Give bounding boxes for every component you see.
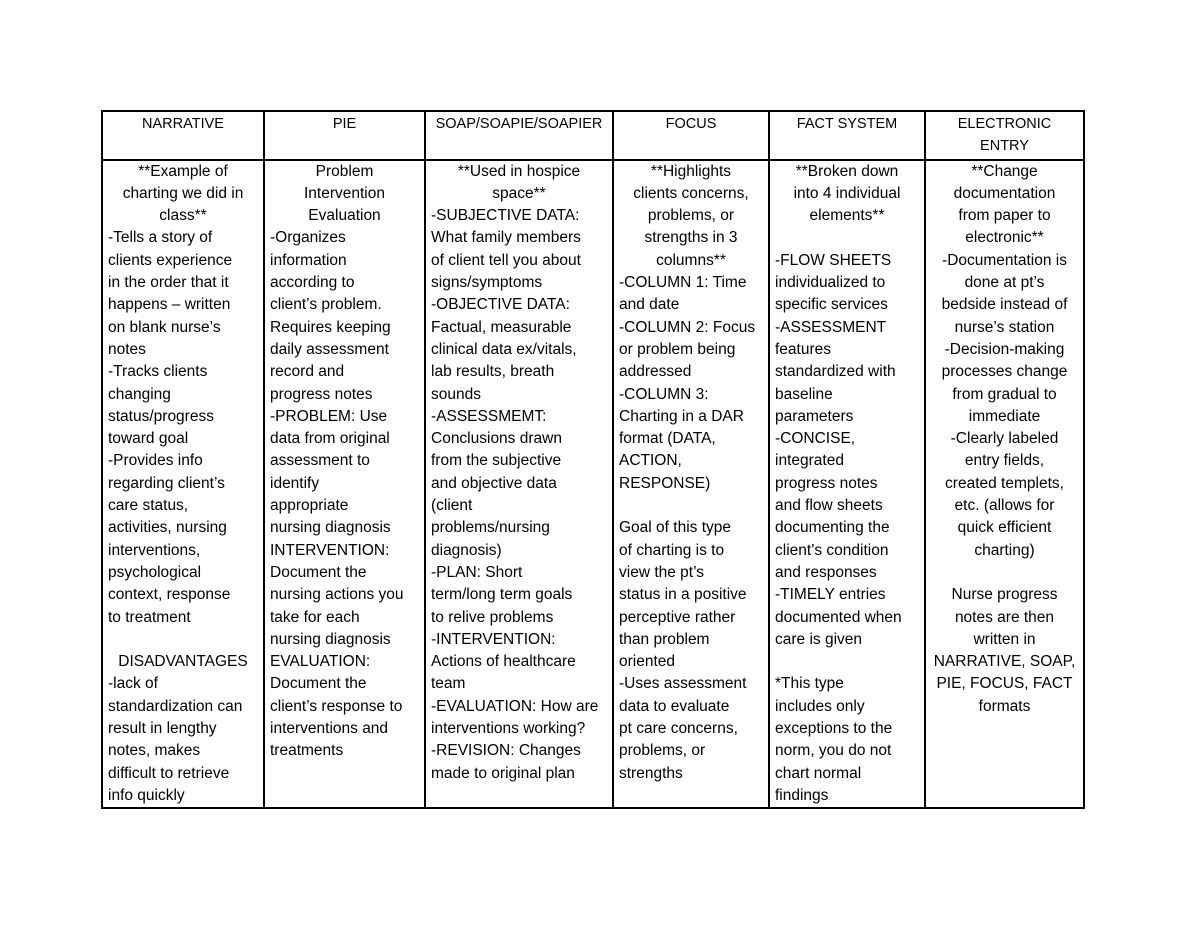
cell-line: information — [270, 251, 347, 269]
cell-line: Factual, measurable — [431, 318, 572, 336]
cell-line: appropriate — [270, 497, 349, 515]
header-line: NARRATIVE — [142, 116, 224, 132]
cell-line: -Clearly labeled — [950, 430, 1059, 448]
cell-line: -SUBJECTIVE DATA: — [431, 207, 580, 225]
header-line: ENTRY — [980, 138, 1029, 155]
cell-fact-system — [769, 160, 925, 809]
cell-line: electronic** — [965, 229, 1044, 247]
cell-line: -COLUMN 1: Time — [619, 274, 747, 292]
cell-electronic-entry — [925, 160, 1084, 809]
cell-line: from the subjective — [431, 452, 562, 470]
cell-line: -REVISION: Changes — [431, 742, 581, 760]
cell-line: clients concerns, — [633, 184, 749, 202]
cell-line: clients experience — [108, 251, 233, 269]
cell-line: activities, nursing — [108, 519, 227, 537]
cell-line: Document the — [270, 675, 367, 693]
cell-line: Document the — [270, 563, 367, 581]
header-narrative — [102, 111, 264, 160]
cell-line: charting we did in — [122, 184, 244, 202]
cell-line: -ASSESSMEMT: — [431, 407, 547, 425]
cell-line: **Change — [971, 162, 1038, 180]
cell-line: documented when — [775, 608, 902, 626]
cell-line: Intervention — [304, 184, 385, 202]
cell-line: in the order that it — [108, 274, 229, 292]
cell-line: into 4 individual — [793, 184, 901, 202]
cell-line: features — [775, 340, 832, 358]
cell-line: PIE, FOCUS, FACT — [936, 675, 1073, 693]
cell-line: -Organizes — [270, 229, 346, 247]
cell-line: notes, makes — [108, 742, 201, 760]
cell-line: *This type — [775, 675, 844, 693]
cell-line: -COLUMN 2: Focus — [619, 318, 756, 336]
cell-line: client’s response to — [270, 697, 403, 715]
cell-line: sounds — [431, 385, 481, 403]
cell-line: Evaluation — [308, 207, 381, 225]
cell-line: -Documentation is — [942, 251, 1067, 269]
cell-line: -ASSESSMENT — [775, 318, 887, 336]
cell-line: of charting is to — [619, 541, 725, 559]
cell-line: care is given — [775, 630, 863, 648]
cell-line: psychological — [108, 563, 202, 581]
cell-line: documentation — [953, 184, 1056, 202]
cell-line: Nurse progress — [951, 586, 1058, 604]
cell-line: oriented — [619, 653, 676, 671]
cell-line: lab results, breath — [431, 363, 555, 381]
cell-line: -EVALUATION: How are — [431, 697, 599, 715]
cell-line: problems/nursing — [431, 519, 550, 537]
cell-line: daily assessment — [270, 340, 389, 358]
cell-line: immediate — [968, 407, 1041, 425]
cell-line: written in — [973, 630, 1036, 648]
cell-line: DISADVANTAGES — [118, 653, 248, 671]
charting-methods-table — [101, 110, 1085, 809]
cell-line: -INTERVENTION: — [431, 630, 556, 648]
cell-line: documenting the — [775, 519, 890, 537]
cell-line: of client tell you about — [431, 251, 581, 269]
cell-line: to treatment — [108, 608, 191, 626]
cell-line: status in a positive — [619, 586, 747, 604]
cell-narrative — [102, 160, 264, 809]
cell-line: -Uses assessment — [619, 675, 747, 693]
cell-line: processes change — [941, 363, 1068, 381]
cell-line: format (DATA, — [619, 430, 716, 448]
cell-line: interventions and — [270, 720, 389, 738]
cell-line: on blank nurse’s — [108, 318, 221, 336]
cell-line: standardization can — [108, 697, 243, 715]
header-line: PIE — [332, 116, 357, 132]
cell-line: -CONCISE, — [775, 430, 856, 448]
cell-line: **Example of — [138, 162, 228, 180]
cell-line: notes are then — [954, 608, 1055, 626]
cell-line: What family members — [431, 229, 581, 247]
cell-line: nursing diagnosis — [270, 630, 391, 648]
cell-line: chart normal — [775, 764, 862, 782]
cell-line: formats — [978, 697, 1031, 715]
cell-line: norm, you do not — [775, 742, 892, 760]
cell-line: problems, or — [619, 742, 706, 760]
cell-line: entry fields, — [964, 452, 1045, 470]
cell-line: parameters — [775, 407, 854, 425]
cell-line: perceptive rather — [619, 608, 736, 626]
cell-line: treatments — [270, 742, 344, 760]
cell-line: term/long term goals — [431, 586, 573, 604]
cell-line: -OBJECTIVE DATA: — [431, 296, 570, 314]
cell-focus — [613, 160, 769, 809]
cell-line: pt care concerns, — [619, 720, 738, 738]
cell-line: context, response — [108, 586, 231, 604]
cell-line: happens – written — [108, 296, 231, 314]
cell-line — [775, 651, 919, 673]
cell-line: charting) — [974, 541, 1035, 559]
header-fact-system — [769, 111, 925, 160]
cell-line: care status, — [108, 497, 189, 515]
cell-line: notes — [108, 340, 146, 358]
cell-line: client’s condition — [775, 541, 889, 559]
cell-line: progress notes — [775, 474, 878, 492]
cell-line: done at pt’s — [964, 274, 1045, 292]
cell-line: diagnosis) — [431, 541, 502, 559]
cell-line: -TIMELY entries — [775, 586, 886, 604]
cell-line: -FLOW SHEETS — [775, 251, 892, 269]
cell-line: or problem being — [619, 340, 736, 358]
cell-line: problems, or — [647, 207, 735, 225]
cell-soap — [425, 160, 613, 809]
cell-line: status/progress — [108, 407, 214, 425]
cell-line: clinical data ex/vitals, — [431, 340, 577, 358]
cell-pie — [264, 160, 425, 809]
cell-line: exceptions to the — [775, 720, 893, 738]
cell-line: quick efficient — [957, 519, 1052, 537]
cell-line: -Tracks clients — [108, 363, 208, 381]
cell-line: -COLUMN 3: — [619, 385, 709, 403]
cell-line: created templets, — [945, 474, 1064, 492]
cell-line: baseline — [775, 385, 833, 403]
cell-line: interventions working? — [431, 720, 586, 738]
cell-line: toward goal — [108, 430, 189, 448]
cell-line: team — [431, 675, 466, 693]
cell-line: from gradual to — [952, 385, 1057, 403]
cell-line: and date — [619, 296, 680, 314]
cell-line: view the pt’s — [619, 563, 705, 581]
cell-line: **Broken down — [795, 162, 899, 180]
cell-line: space** — [492, 184, 546, 202]
cell-line — [775, 227, 919, 249]
cell-line: and objective data — [431, 474, 557, 492]
cell-line: signs/symptoms — [431, 274, 543, 292]
cell-line: addressed — [619, 363, 692, 381]
cell-line: -Provides info — [108, 452, 203, 470]
cell-line: etc. (allows for — [954, 497, 1055, 515]
header-pie — [264, 111, 425, 160]
header-electronic-entry — [925, 111, 1084, 160]
cell-line: info quickly — [108, 786, 185, 804]
cell-line: findings — [775, 786, 829, 804]
cell-line: assessment to — [270, 452, 370, 470]
cell-line: according to — [270, 274, 355, 292]
cell-line: class** — [159, 207, 207, 225]
cell-line: -PLAN: Short — [431, 563, 523, 581]
cell-line: regarding client’s — [108, 474, 225, 492]
cell-line: than problem — [619, 630, 710, 648]
cell-line: difficult to retrieve — [108, 764, 230, 782]
cell-line: NARRATIVE, SOAP, — [933, 653, 1076, 671]
cell-line: includes only — [775, 697, 865, 715]
header-focus — [613, 111, 769, 160]
cell-line: client’s problem. — [270, 296, 382, 314]
cell-line: nursing actions you — [270, 586, 404, 604]
cell-line: strengths in 3 — [644, 229, 738, 247]
header-soap — [425, 111, 613, 160]
cell-line — [108, 629, 258, 651]
cell-line: Conclusions drawn — [431, 430, 562, 448]
cell-line: take for each — [270, 608, 360, 626]
cell-line: nursing diagnosis — [270, 519, 391, 537]
cell-line: -PROBLEM: Use — [270, 407, 388, 425]
cell-line: Problem — [315, 162, 374, 180]
cell-line: columns** — [656, 251, 726, 269]
cell-line: identify — [270, 474, 320, 492]
header-line: ELECTRONIC — [957, 116, 1052, 132]
cell-line: and flow sheets — [775, 497, 883, 515]
cell-line: Goal of this type — [619, 519, 732, 537]
content-row — [102, 160, 1084, 809]
cell-line: -lack of — [108, 675, 158, 693]
cell-line: bedside instead of — [941, 296, 1068, 314]
cell-line: and responses — [775, 563, 877, 581]
cell-line: ACTION, — [619, 452, 682, 470]
cell-line: Charting in a DAR — [619, 407, 744, 425]
cell-line: interventions, — [108, 541, 201, 559]
cell-line: to relive problems — [431, 608, 554, 626]
cell-line: data to evaluate — [619, 697, 730, 715]
cell-line: progress notes — [270, 385, 373, 403]
cell-line: individualized to — [775, 274, 886, 292]
cell-line: result in lengthy — [108, 720, 217, 738]
cell-line: from paper to — [958, 207, 1051, 225]
cell-line: (client — [431, 497, 473, 515]
cell-line: standardized with — [775, 363, 896, 381]
cell-line: **Highlights — [650, 162, 732, 180]
cell-line: -Decision-making — [944, 340, 1065, 358]
cell-line: integrated — [775, 452, 844, 470]
cell-line: **Used in hospice — [457, 162, 581, 180]
cell-line: Requires keeping — [270, 318, 391, 336]
cell-line: strengths — [619, 764, 683, 782]
cell-line: Actions of healthcare — [431, 653, 576, 671]
cell-line: elements** — [809, 207, 885, 225]
cell-line: specific services — [775, 296, 888, 314]
cell-line — [931, 562, 1078, 584]
cell-line: EVALUATION: — [270, 653, 371, 671]
cell-line: INTERVENTION: — [270, 541, 390, 559]
cell-line: made to original plan — [431, 764, 575, 782]
cell-line: RESPONSE) — [619, 474, 711, 492]
cell-line: record and — [270, 363, 345, 381]
header-row — [102, 111, 1084, 160]
cell-line: data from original — [270, 430, 390, 448]
header-line: FACT SYSTEM — [796, 116, 898, 132]
cell-line: nurse’s station — [954, 318, 1055, 336]
cell-line — [619, 495, 763, 517]
cell-line: changing — [108, 385, 171, 403]
cell-line: -Tells a story of — [108, 229, 213, 247]
header-line: SOAP/SOAPIE/SOAPIER — [435, 116, 603, 132]
header-line: FOCUS — [665, 116, 717, 132]
